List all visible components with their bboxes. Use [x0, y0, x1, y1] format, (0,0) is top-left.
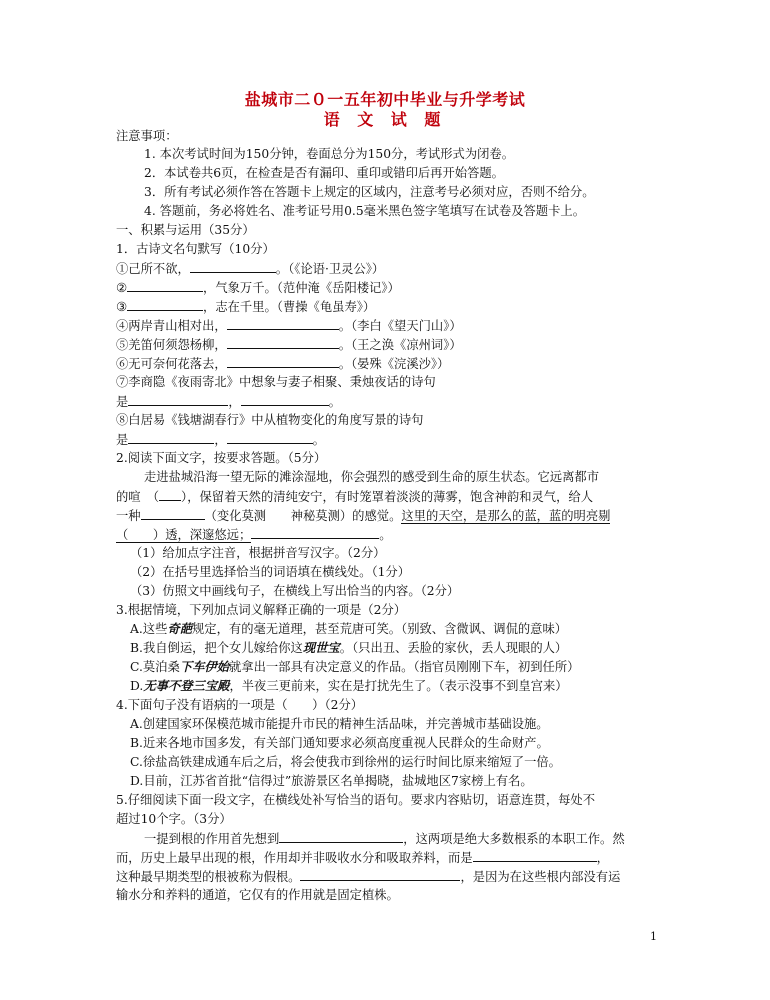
- q1-line-8: 是 ， 。: [116, 395, 341, 409]
- answer-blank[interactable]: [279, 830, 403, 843]
- q4-option-b: B.近来各地市国多发，有关部门通知要求必须高度重视人民群众的生命财产。: [130, 736, 549, 750]
- section-heading: 一、积累与运用（35分）: [116, 223, 255, 237]
- q2-sub-2: （2）在括号里选择恰当的词语填在横线处。（1分）: [130, 565, 411, 579]
- q1-line-6: ⑥无可奈何花落去， 。（晏殊《浣溪沙》）: [116, 357, 450, 371]
- q2-passage-line-4: （ ）透，深邃悠远； 。: [116, 528, 392, 542]
- answer-blank[interactable]: [128, 431, 214, 444]
- question-1-heading: 1．古诗文名句默写（10分）: [116, 242, 275, 256]
- question-2-heading: 2.阅读下面文字，按要求答题。（5分）: [116, 451, 327, 465]
- q3-option-d: D.无事不登三宝殿，半夜三更前来，实在是打扰先生了。（表示没事不到皇宫来）: [130, 678, 568, 693]
- q5-passage-line-4: 输水分和养料的通道，它仅有的作用就是固定植株。: [116, 888, 399, 902]
- q5-passage-line-3: 这种最早期类型的根被称为假根。 ，是因为在这些根内部没有运: [116, 870, 621, 884]
- answer-blank[interactable]: [159, 488, 181, 501]
- answer-blank[interactable]: [190, 260, 276, 273]
- answer-blank[interactable]: [251, 526, 379, 539]
- answer-blank[interactable]: [473, 849, 597, 862]
- q5-passage-line-1: 一提到根的作用首先想到 ，这两项是绝大多数根系的本职工作。然: [144, 832, 625, 846]
- q1-line-7: ⑦李商隐《夜雨寄北》中想象与妻子相聚、秉烛夜话的诗句: [116, 375, 436, 389]
- exam-subtitle: 语 文 试 题: [323, 110, 447, 129]
- q1-line-10: 是 ， 。: [116, 433, 325, 447]
- q3-option-c: C.莫泊桑下车伊始就拿出一部具有决定意义的作品。（指官员刚刚下车，初到任所）: [130, 659, 580, 674]
- exam-title: 盐城市二０一五年初中毕业与升学考试: [244, 90, 526, 109]
- q1-line-5: ⑤羌笛何须怨杨柳， 。（王之涣《凉州词》）: [116, 338, 462, 352]
- q5-passage-line-2: 而，历史上最早出现的根，作用却并非吸收水分和吸取养料，而是 ，: [116, 851, 609, 865]
- q4-option-d: D.目前，江苏省首批“信得过”旅游景区名单揭晓，盐城地区7家榜上有名。: [130, 774, 533, 788]
- answer-blank[interactable]: [241, 393, 329, 406]
- question-5-heading: 5.仔细阅读下面一段文字，在横线处补写恰当的语句。要求内容贴切，语意连贯，每处不: [116, 793, 596, 807]
- question-4-heading: 4.下面句子没有语病的一项是（ ）（2分）: [116, 698, 364, 712]
- answer-blank[interactable]: [300, 868, 460, 881]
- q3-option-b: B.我自倒运，把个女儿嫁给你这现世宝。（只出丑、丢脸的家伙，丢人现眼的人）: [130, 640, 568, 655]
- q3-option-a: A.这些奇葩规定，有的毫无道理，甚至荒唐可笑。（别致、含微讽、调侃的意味）: [130, 621, 568, 636]
- q2-passage-line-3: 一种 （变化莫测 神秘莫测）的感觉。这里的天空，是那么的蓝，蓝的明亮剔: [116, 509, 611, 523]
- q1-line-3: ③ ，志在千里。（曹操《龟虽寿》）: [116, 300, 376, 314]
- q1-line-2: ② ，气象万千。（范仲淹《岳阳楼记》）: [116, 281, 400, 295]
- notice-item-2: 2．本试卷共6页，在检查是否有漏印、重印或错印后再开始答题。: [144, 166, 504, 180]
- notice-heading: 注意事项：: [116, 129, 178, 143]
- q1-line-9: ⑧白居易《钱塘湖春行》中从植物变化的角度写景的诗句: [116, 413, 424, 427]
- q2-sub-1: （1）给加点字注音，根据拼音写汉字。（2分）: [130, 546, 386, 560]
- answer-blank[interactable]: [128, 393, 228, 406]
- answer-blank[interactable]: [141, 507, 205, 520]
- answer-blank[interactable]: [227, 431, 313, 444]
- q2-sub-3: （3）仿照文中画线句子，在横线上写出恰当的内容。（2分）: [130, 584, 460, 598]
- q2-passage-line-1: 走进盐城沿海一望无际的滩涂湿地，你会强烈的感受到生命的原生状态。它远离都市: [144, 470, 599, 484]
- answer-blank[interactable]: [127, 298, 203, 311]
- answer-blank[interactable]: [227, 355, 339, 368]
- q1-line-1: ①己所不欲， 。（《论语·卫灵公》）: [116, 262, 385, 276]
- notice-item-3: 3．所有考试必须作答在答题卡上规定的区域内，注意考号必须对应，否则不给分。: [144, 185, 595, 199]
- question-5-heading-cont: 超过10个字。（3分）: [116, 812, 232, 826]
- notice-item-1: 1. 本次考试时间为150分钟，卷面总分为150分，考试形式为闭卷。: [144, 147, 515, 161]
- page-number: 1: [650, 930, 657, 943]
- q2-passage-line-2: 的喧 （ ），保留着天然的清纯安宁，有时笼罩着淡淡的薄雾，饱含神韵和灵气，给人: [116, 490, 593, 504]
- notice-item-4: 4. 答题前，务必将姓名、准考证号用0.5毫米黑色签字笔填写在试卷及答题卡上。: [144, 204, 585, 218]
- question-3-heading: 3.根据情境，下列加点词义解释正确的一项是（2分）: [116, 603, 407, 617]
- q4-option-c: C.徐盐高铁建成通车后之后，将会使我市到徐州的运行时间比原来缩短了一倍。: [130, 755, 561, 769]
- q1-line-4: ④两岸青山相对出， 。（李白《望天门山》）: [116, 319, 462, 333]
- q4-option-a: A.创建国家环保模范城市能提升市民的精神生活品味，并完善城市基础设施。: [130, 717, 549, 731]
- answer-blank[interactable]: [227, 317, 339, 330]
- underlined-sentence: 这里的天空，是那么的蓝，蓝的明亮剔: [401, 509, 611, 523]
- answer-blank[interactable]: [227, 336, 339, 349]
- answer-blank[interactable]: [127, 279, 203, 292]
